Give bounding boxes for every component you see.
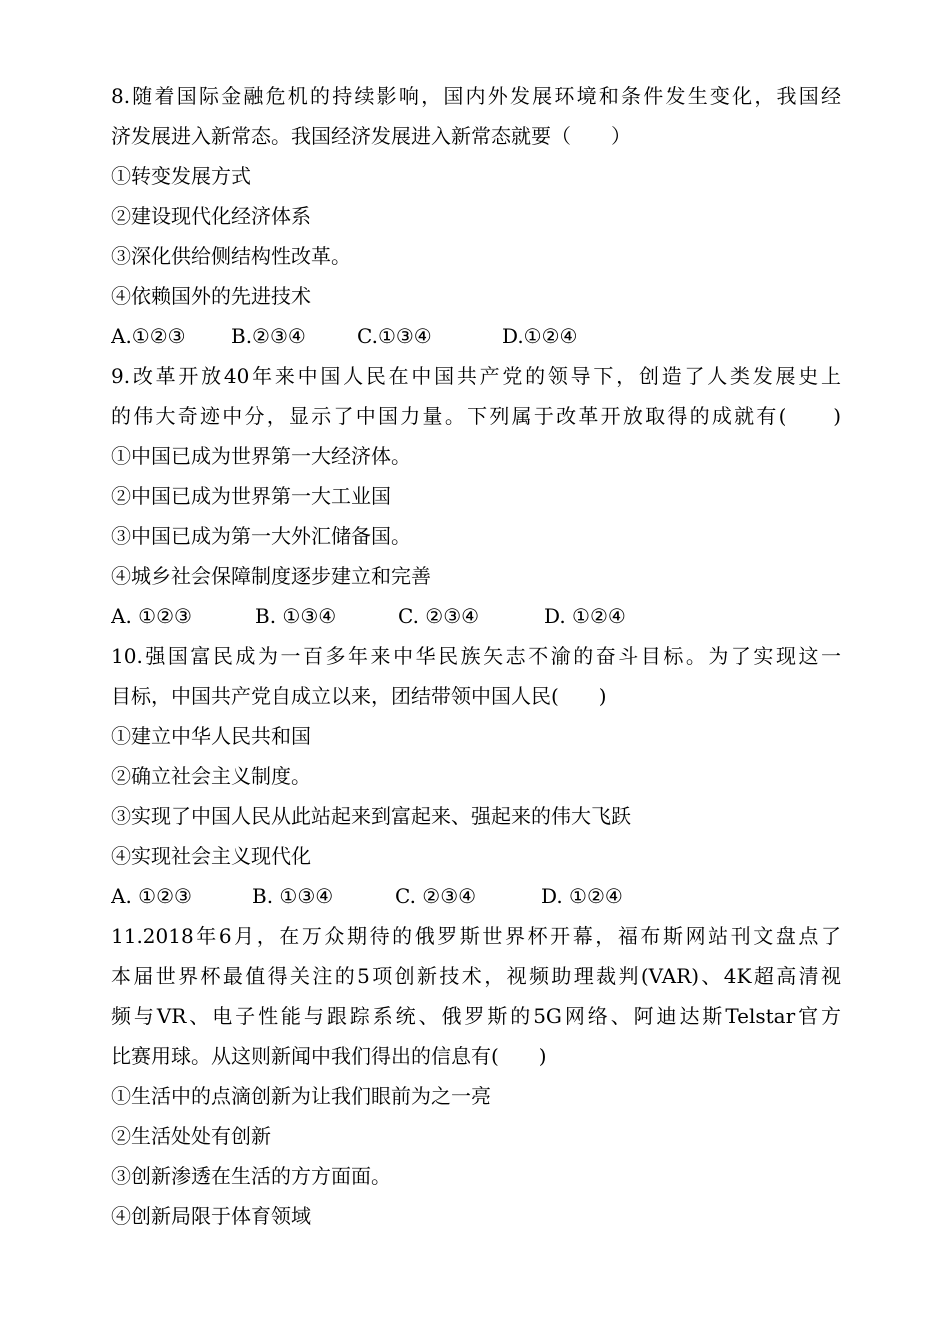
q9-options [111, 596, 841, 636]
q10-item-3: ③实现了中国人民从此站起来到富起来、强起来的伟大飞跃 [111, 804, 631, 828]
q8-item-2: ②建设现代化经济体系 [111, 204, 311, 228]
q10-option-c: C. ②③④ [395, 884, 477, 908]
q10-option-a: A. ①②③ [111, 884, 192, 908]
q8-item-3: ③深化供给侧结构性改革。 [111, 244, 351, 268]
q8-item-1: ①转变发展方式 [111, 164, 251, 188]
q8-option-c: C.①③④ [357, 324, 432, 348]
q10-stem-line-1: 10.强国富民成为一百多年来中华民族矢志不渝的奋斗目标。为了实现这一 [111, 644, 841, 668]
q11-item-4: ④创新局限于体育领域 [111, 1204, 311, 1228]
q11-item-2: ②生活处处有创新 [111, 1124, 271, 1148]
q10-option-d: D. ①②④ [541, 884, 623, 908]
q11-stem-line-4: 比赛用球。从这则新闻中我们得出的信息有( ) [111, 1044, 547, 1068]
q8-stem-line-1: 8.随着国际金融危机的持续影响，国内外发展环境和条件发生变化，我国经 [111, 84, 841, 108]
q9-item-4: ④城乡社会保障制度逐步建立和完善 [111, 564, 431, 588]
q9-option-a: A. ①②③ [111, 604, 192, 628]
q8-stem-line-2: 济发展进入新常态。我国经济发展进入新常态就要（ ） [111, 124, 631, 148]
q10-stem-line-2: 目标，中国共产党自成立以来，团结带领中国人民( ) [111, 684, 607, 708]
q9-option-c: C. ②③④ [398, 604, 480, 628]
question-list [111, 76, 841, 1236]
q10-item-4: ④实现社会主义现代化 [111, 844, 311, 868]
q8-option-a: A.①②③ [111, 324, 186, 348]
q9-stem-line-1: 9.改革开放40年来中国人民在中国共产党的领导下，创造了人类发展史上 [111, 364, 841, 388]
q8-options [111, 316, 841, 356]
q11-stem-line-1: 11.2018年6月，在万众期待的俄罗斯世界杯开幕，福布斯网站刊文盘点了 [111, 924, 841, 948]
q8-item-4: ④依赖国外的先进技术 [111, 284, 311, 308]
q9-item-3: ③中国已成为第一大外汇储备国。 [111, 524, 411, 548]
q10-item-1: ①建立中华人民共和国 [111, 724, 311, 748]
q9-item-1: ①中国已成为世界第一大经济体。 [111, 444, 411, 468]
q11-stem-line-3: 频与VR、电子性能与跟踪系统、俄罗斯的5G网络、阿迪达斯Telstar官方 [111, 1004, 841, 1028]
q10-options [111, 876, 841, 916]
q9-option-d: D. ①②④ [544, 604, 626, 628]
q10-option-b: B. ①③④ [252, 884, 334, 908]
q11-stem-line-2: 本届世界杯最值得关注的5项创新技术，视频助理裁判(VAR)、4K超高清视 [111, 964, 841, 988]
q10-item-2: ②确立社会主义制度。 [111, 764, 311, 788]
q11-item-1: ①生活中的点滴创新为让我们眼前为之一亮 [111, 1084, 491, 1108]
q9-item-2: ②中国已成为世界第一大工业国 [111, 484, 391, 508]
q9-stem-line-2: 的伟大奇迹中分，显示了中国力量。下列属于改革开放取得的成就有( ) [111, 404, 841, 428]
q8-option-d: D.①②④ [502, 324, 578, 348]
q11-item-3: ③创新渗透在生活的方方面面。 [111, 1164, 391, 1188]
q9-option-b: B. ①③④ [255, 604, 337, 628]
q8-option-b: B.②③④ [231, 324, 306, 348]
